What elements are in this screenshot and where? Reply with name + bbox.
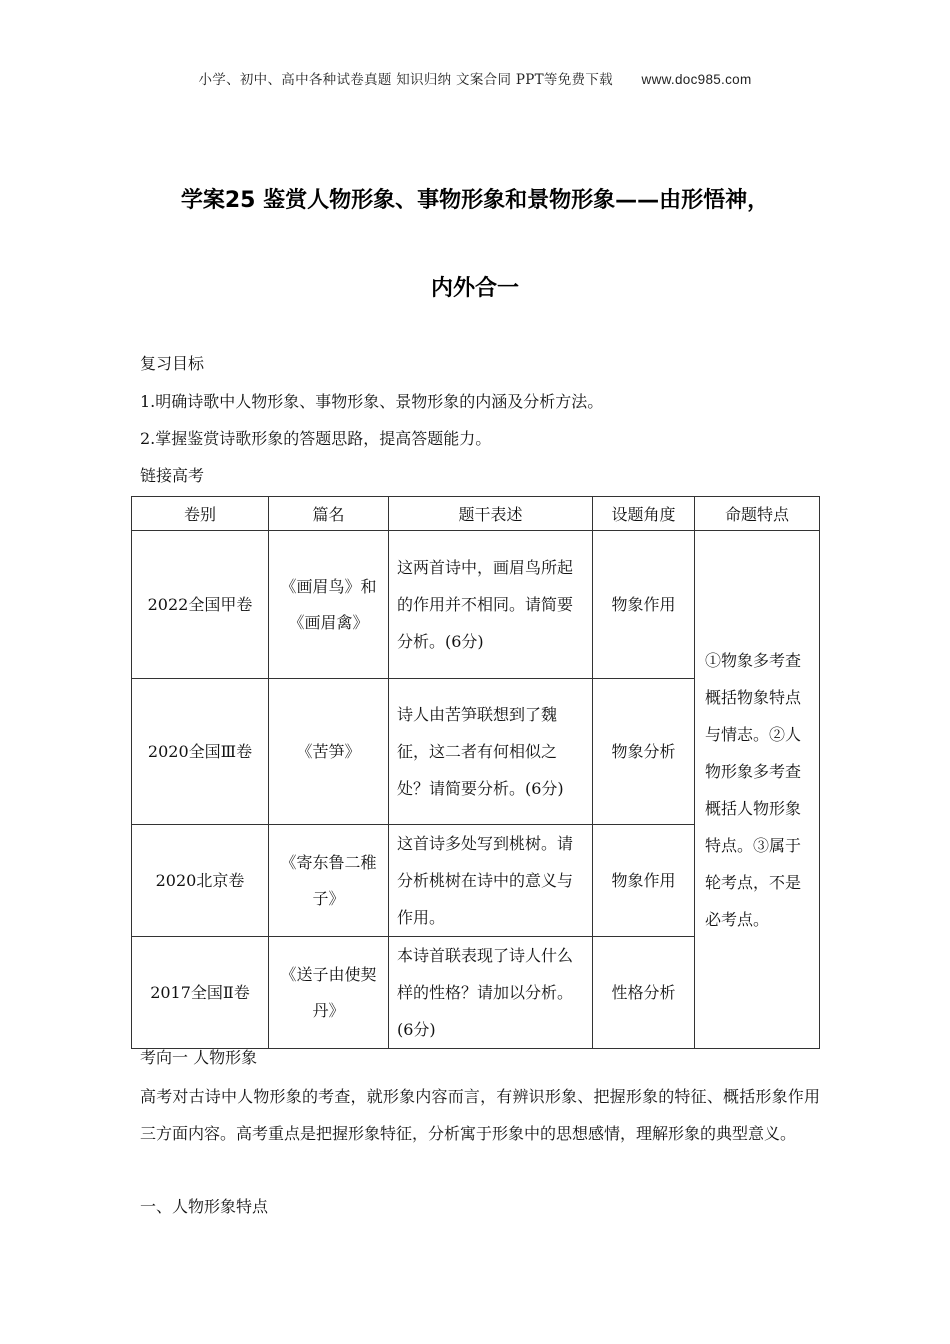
cell-paper: 2020全国Ⅲ卷	[132, 679, 269, 825]
page-header	[0, 68, 950, 88]
cell-prompt: 本诗首联表现了诗人什么样的性格？请加以分析。(6分)	[389, 937, 593, 1049]
table-header-row	[132, 497, 820, 531]
column-header: 篇名	[269, 497, 389, 531]
link-heading: 链接高考	[140, 466, 205, 485]
review-goal-2: 2.掌握鉴赏诗歌形象的答题思路，提高答题能力。	[140, 429, 492, 448]
page-title-line1: 学案25 鉴赏人物形象、事物形象和景物形象——由形悟神，	[180, 188, 770, 213]
section-body: 高考对古诗中人物形象的考查，就形象内容而言，有辨识形象、把握形象的特征、概括形象作用三方面内容。高考重点是把握形象特征，分析寓于形象中的思想感情，理解形象的典型意义。	[140, 1087, 820, 1143]
column-header: 题干表述	[389, 497, 593, 531]
cell-prompt: 这两首诗中，画眉鸟所起的作用并不相同。请简要分析。(6分)	[389, 531, 593, 679]
column-header: 设题角度	[593, 497, 695, 531]
section-subheading: 一、人物形象特点	[140, 1197, 269, 1216]
section-heading: 考向一 人物形象	[140, 1048, 258, 1067]
review-heading: 复习目标	[140, 354, 205, 373]
column-header: 命题特点	[695, 497, 820, 531]
cell-prompt: 诗人由苦笋联想到了魏征，这二者有何相似之处？请简要分析。(6分)	[389, 679, 593, 825]
exam-table	[131, 496, 820, 1049]
cell-angle: 物象作用	[593, 531, 695, 679]
header-text: 小学、初中、高中各种试卷真题 知识归纳 文案合同 PPT等免费下载	[198, 72, 613, 88]
column-header: 卷别	[132, 497, 269, 531]
header-url[interactable]: www.doc985.com	[641, 72, 752, 87]
cell-angle: 物象作用	[593, 825, 695, 937]
cell-prompt: 这首诗多处写到桃树。请分析桃树在诗中的意义与作用。	[389, 825, 593, 937]
cell-title: 《画眉鸟》和《画眉禽》	[269, 531, 389, 679]
cell-paper: 2022全国甲卷	[132, 531, 269, 679]
cell-features: ①物象多考查概括物象特点与情志。②人物形象多考查概括人物形象特点。③属于轮考点，不是必考点。	[695, 531, 820, 1049]
cell-angle: 性格分析	[593, 937, 695, 1049]
cell-angle: 物象分析	[593, 679, 695, 825]
cell-title: 《苦笋》	[269, 679, 389, 825]
cell-title: 《送子由使契丹》	[269, 937, 389, 1049]
page-title-line2: 内外合一	[430, 276, 519, 301]
table-row	[132, 531, 820, 679]
cell-paper: 2020北京卷	[132, 825, 269, 937]
review-goal-1: 1.明确诗歌中人物形象、事物形象、景物形象的内涵及分析方法。	[140, 392, 604, 411]
cell-paper: 2017全国Ⅱ卷	[132, 937, 269, 1049]
cell-title: 《寄东鲁二稚子》	[269, 825, 389, 937]
